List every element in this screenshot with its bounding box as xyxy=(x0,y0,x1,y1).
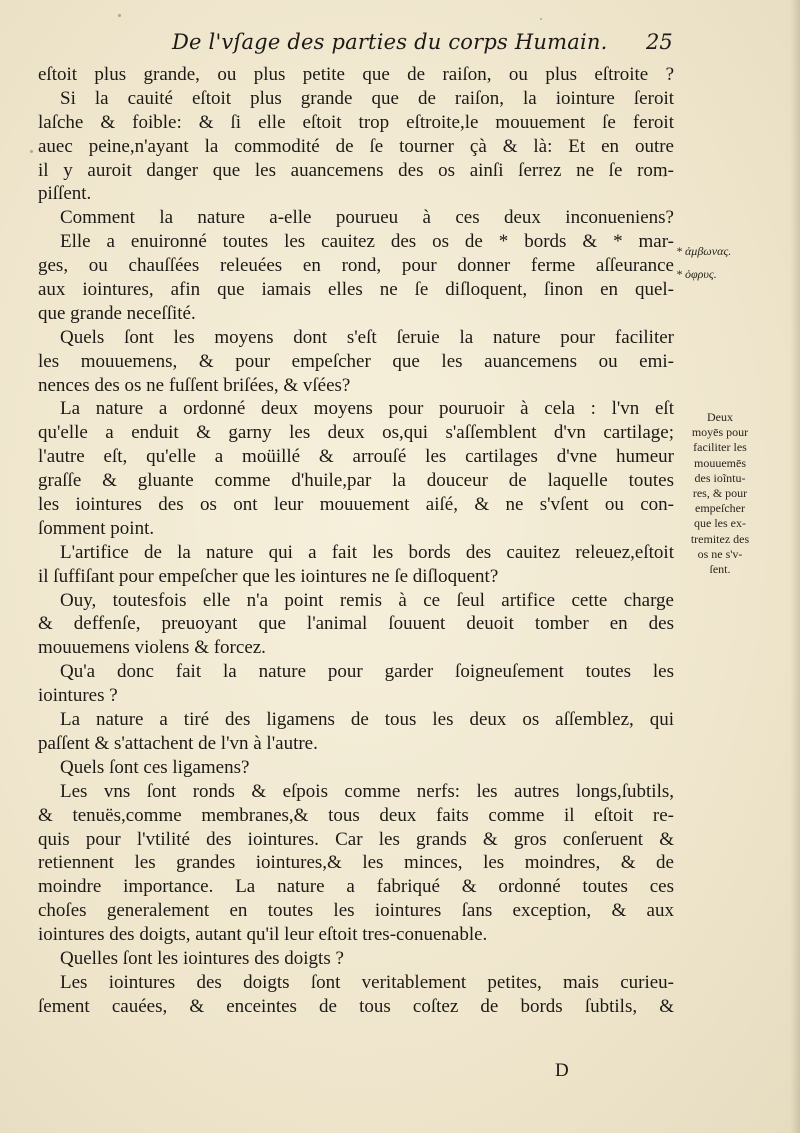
text-line: retiennent les grandes iointures,& les minces, les moindres, & de xyxy=(38,852,674,874)
text-line: mouuemens violens & forcez. xyxy=(38,637,266,659)
text-line: Si la cauité eſtoit plus grande que de raiſon, la iointure ſeroit xyxy=(60,87,674,109)
marginal-note-line: mouuemēs xyxy=(694,455,746,470)
text-line: Quels ſont les moyens dont s'eſt ſeruie la nature pour faciliter xyxy=(60,326,674,348)
catchword: D xyxy=(555,1060,569,1081)
marginal-note-line: ſent. xyxy=(709,562,731,577)
paper-speck xyxy=(540,18,542,20)
text-line: & deffenſe, preuoyant que l'animal ſouuent deuoit tomber en des xyxy=(38,613,674,635)
marginal-note-line: des ioĩntu- xyxy=(694,470,746,485)
text-line: que grande neceſſité. xyxy=(38,302,196,324)
text-line: choſes generalement en toutes les iointures ſans exception, & aux xyxy=(38,900,674,922)
marginal-note-line: res, & pour xyxy=(692,486,748,501)
text-line: il ſuffiſant pour empeſcher que les iointures ne ſe diſloquent? xyxy=(38,565,499,587)
marginal-gloss: * ὀφρυς. xyxy=(676,267,717,281)
text-line: graſſe & gluante comme d'huile,par la douceur de laquelle toutes xyxy=(38,470,674,492)
text-line: eſtoit plus grande, ou plus petite que de raiſon, ou plus eſtroite ? xyxy=(38,64,674,85)
text-line: ſomment point. xyxy=(38,517,155,539)
text-line: paſſent & s'attachent de l'vn à l'autre. xyxy=(38,732,318,754)
text-line: Qu'a donc fait la nature pour garder ſoigneuſement toutes les xyxy=(60,661,674,683)
main-text-block xyxy=(38,63,674,1019)
text-line: les iointures des os ont leur mouuement aiſé, & ne s'vſent ou con- xyxy=(38,494,674,516)
text-line: l'autre eſt, qu'elle a moüillé & arrouſé les cartilages d'vne humeur xyxy=(38,446,674,468)
text-line: moindre importance. La nature a fabriqué & ordonné toutes ces xyxy=(38,876,674,898)
text-line: & tenuës,comme membranes,& tous deux faits comme il eſtoit re- xyxy=(38,804,674,826)
marginal-note-line: tremitez des xyxy=(690,531,750,546)
paper-speck xyxy=(30,150,33,153)
paper-speck xyxy=(118,14,121,17)
marginal-note xyxy=(668,410,772,577)
running-head-title: De l'vſage des parties du corps Humain. xyxy=(172,30,608,54)
marginal-note-line: Deux xyxy=(707,410,733,424)
text-line: Elle a enuironné toutes les cauitez des os de * bords & * mar- xyxy=(60,231,674,253)
marginal-note-line: empeſcher xyxy=(695,501,745,516)
marginal-note-line: que les ex- xyxy=(694,516,746,531)
text-line: laſche & foible: & ſi elle eſtoit trop eſtroite,le mouuement ſe feroit xyxy=(38,111,674,133)
page-number: 25 xyxy=(646,30,673,54)
text-line: Comment la nature a-elle pourueu à ces deux inconueniens? xyxy=(60,207,674,229)
text-line: Quelles ſont les iointures des doigts ? xyxy=(60,947,344,969)
text-line: Ouy, toutesfois elle n'a point remis à ce ſeul artifice cette charge xyxy=(60,589,674,611)
text-line: La nature a tiré des ligamens de tous les deux os aſſemblez, qui xyxy=(60,709,674,731)
marginal-note-line: os ne s'v- xyxy=(697,546,743,561)
paper-speck xyxy=(663,175,665,177)
text-line: aux iointures, afin que iamais elles ne ſe diſloquent, ſinon en quel- xyxy=(38,279,674,301)
text-line: ſement cauées, & enceintes de tous coſtez de bords ſubtils, & xyxy=(38,995,674,1017)
text-line: Les vns ſont ronds & eſpois comme nerfs: les autres longs,ſubtils, xyxy=(60,780,674,802)
text-line: nences des os ne fuſſent briſées, & vſées? xyxy=(38,374,351,396)
marginal-gloss: * ἀμβωνας. xyxy=(676,244,732,258)
marginal-greek-glosses xyxy=(676,240,731,286)
text-line: iointures des doigts, autant qu'il leur eſtoit tres-conuenable. xyxy=(38,924,488,946)
text-line: il y auroit danger que les auancemens des os ainſi ſerrez ne ſe rom- xyxy=(38,159,674,181)
text-line: auec peine,n'ayant la commodité de ſe tourner çà & là: Et en outre xyxy=(38,135,674,157)
text-line: ges, ou chauſſées releuées en rond, pour donner ferme aſſeurance xyxy=(38,255,674,277)
text-line: iointures ? xyxy=(38,685,118,707)
text-line: L'artifice de la nature qui a fait les bords des cauitez releuez,eſtoit xyxy=(60,541,674,563)
text-line: La nature a ordonné deux moyens pour pouruoir à cela : l'vn eſt xyxy=(60,398,674,420)
text-line: quis pour l'vtilité des iointures. Car les grands & gros conſeruent & xyxy=(38,828,674,850)
text-line: Les iointures des doigts ſont veritablement petites, mais curieu- xyxy=(60,971,674,993)
marginal-note-line: moyēs pour xyxy=(691,425,749,440)
text-line: les mouuemens, & pour empeſcher que les auancemens ou emi- xyxy=(38,350,674,372)
text-line: Quels ſont ces ligamens? xyxy=(60,756,250,778)
marginal-note-line: faciliter les xyxy=(693,440,747,455)
text-line: piſſent. xyxy=(38,183,92,205)
text-line: qu'elle a enduit & garny les deux os,qui s'aſſemblent d'vn cartilage; xyxy=(38,422,674,444)
page-edge-shadow xyxy=(790,0,800,1133)
